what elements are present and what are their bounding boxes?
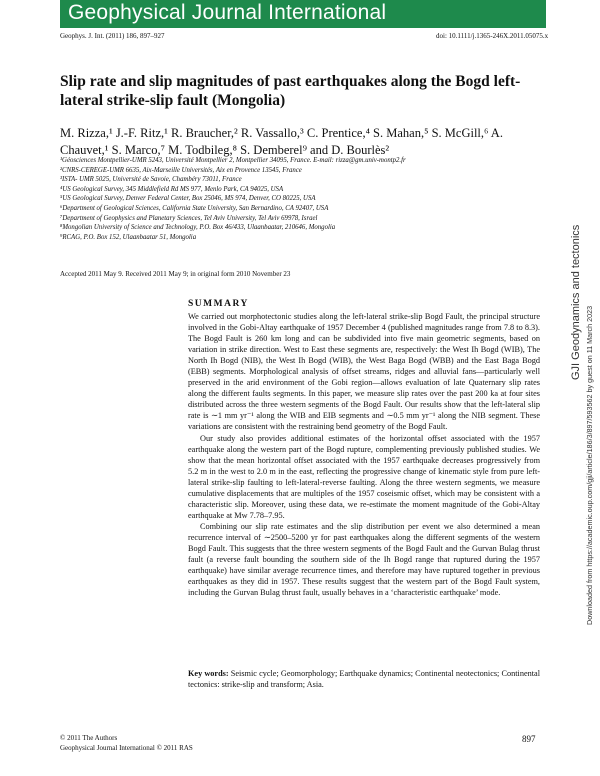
affiliation: ⁸Mongolian University of Science and Technology, P.O. Box 46/433, Ulaanbaatar, 210646, Mongolia [60,224,336,232]
article-title: Slip rate and slip magnitudes of past earthquakes along the Bogd left-lateral strike-slip fault (Mongolia) [60,73,521,109]
section-label: GJI Geodynamics and tectonics [570,224,582,380]
affiliation: ⁶Department of Geological Sciences, California State University, San Bernardino, CA 92407, USA [60,204,329,212]
keywords-text: Seismic cycle; Geomorphology; Earthquake dynamics; Continental neotectonics; Continental tectonics: strike-slip and transform; Asia. [188,669,540,689]
summary-paragraph: Combining our slip rate estimates and the slip distribution per event we also determined a mean recurrence interval of ∼2500–5200 yr for past earthquakes along the different segments of the western Bogd Fault. This suggests that the three western segments of the Bogd Fault and the Gurvan Bulag thrust fault (a reverse fault bounding the southern side of the Ih Bogd range that ruptured during the 1957 earthquake) have similar average recurrence times, and therefore may have ruptured together in previous earthquakes as they did in 1957. These results suggest that the western part of the Bogd Fault system, including the Gurvan Bulag thrust fault, usually behaves in a ‘characteristic earthquake’ mode. [188,521,540,598]
journal-name: Geophysical Journal International [68,1,387,24]
footer-copyright [60,733,193,753]
keywords [188,668,540,690]
journal-copyright-line: Geophysical Journal International © 2011 RAS [60,744,193,752]
affiliations [60,156,540,242]
affiliation: ⁵US Geological Survey, Denver Federal Center, Box 25046, MS 974, Denver, CO 80225, USA [60,195,316,203]
summary-text [188,311,540,598]
affiliation: ⁹RCAG, P.O. Box 152, Ulaanbaatar 51, Mongolia [60,233,197,241]
section-label-vertical [568,140,584,380]
accepted-line: Accepted 2011 May 9. Received 2011 May 9; in original form 2010 November 23 [60,270,291,278]
download-notice: Downloaded from https://academic.oup.com/gji/article/186/3/897/593562 by guest on 11 March 2023 [585,305,594,625]
affiliation: ¹Géosciences Montpellier-UMR 5243, Université Montpellier 2, Montpellier 34095, France. E-mail: rizza@gm.univ-montp2.fr [60,157,406,164]
affiliation: ⁴US Geological Survey, 345 Middlefield Rd MS 977, Menlo Park, CA 94025, USA [60,185,284,193]
summary-heading: SUMMARY [188,299,249,309]
summary-paragraph: Our study also provides additional estimates of the horizontal offset associated with the 1957 earthquake along the western part of the Bogd rupture, complementing previously published studies. We show that the mean horizontal offset associated with the 1957 earthquake decreases progressively from 5.2 m in the west to 2.0 m in the east, reflecting the progressive change of kinematic style from pure left-lateral strike-slip faulting to left-lateral-reverse faulting. Along the three western segments, we measure cumulative displacements that are multiples of the 1957 coseismic offset, which may be consistent with a characteristic slip. Moreover, using these data, we re-estimate the moment magnitude of the Gobi-Altay earthquake at Mw 7.78–7.95. [188,433,540,520]
affiliation: ⁷Department of Geophysics and Planetary Sciences, Tel Aviv University, Tel Aviv 69978, Israel [60,214,318,222]
doi[interactable]: doi: 10.1111/j.1365-246X.2011.05075.x [436,32,549,40]
summary-paragraph: We carried out morphotectonic studies along the left-lateral strike-slip Bogd Fault, the principal structure involved in the Gobi-Altay earthquake of 1957 December 4 (published magnitudes range from 7.8 to 8.3). The Bogd Fault is 260 km long and can be subdivided into five main geometric segments, based on variation in strike direction. West to East these segments are, respectively: the West Ih Bogd (WIB), The North Ih Bogd (NIB), the West Ih Bogd (WIB), the West Baga Bogd (WBB) and the East Baga Bogd (EBB) segments. Morphological analysis of offset streams, ridges and alluvial fans—particularly well preserved in the arid environment of the Gobi region—allows evaluation of late Quaternary slip rates along the different faults segments. In this paper, we measure slip rates over the past 200 ka at four sites distributed across the three western segments of the Bogd Fault. Our results show that the left-lateral slip rate is ∼1 mm yr⁻¹ along the WIB and EIB segments and ∼0.5 mm yr⁻¹ along the NIB segment. These variations are consistent with the restraining bend geometry of the Bogd Fault. [188,312,540,432]
download-watermark [584,250,596,625]
page-number: 897 [522,734,536,744]
copyright-line: © 2011 The Authors [60,734,118,742]
author-list: M. Rizza,¹ J.-F. Ritz,¹ R. Braucher,² R. Vassallo,³ C. Prentice,⁴ S. Mahan,⁵ S. McGill,⁶ A. Chauvet,¹ S. Marco,⁷ M. Todbileg,⁸ S. Demberel⁹ and D. Bourlès² [60,126,503,157]
affiliation: ³ISTA- UMR 5025, Université de Savoie, Chambéry 73011, France [60,176,242,184]
keywords-label: Key words: [188,669,229,678]
journal-banner [60,0,546,28]
citation-left: Geophys. J. Int. (2011) 186, 897–927 [60,32,165,40]
affiliation: ²CNRS-CEREGE-UMR 6635, Aix-Marseille Universités, Aix en Provence 13545, France [60,166,302,174]
